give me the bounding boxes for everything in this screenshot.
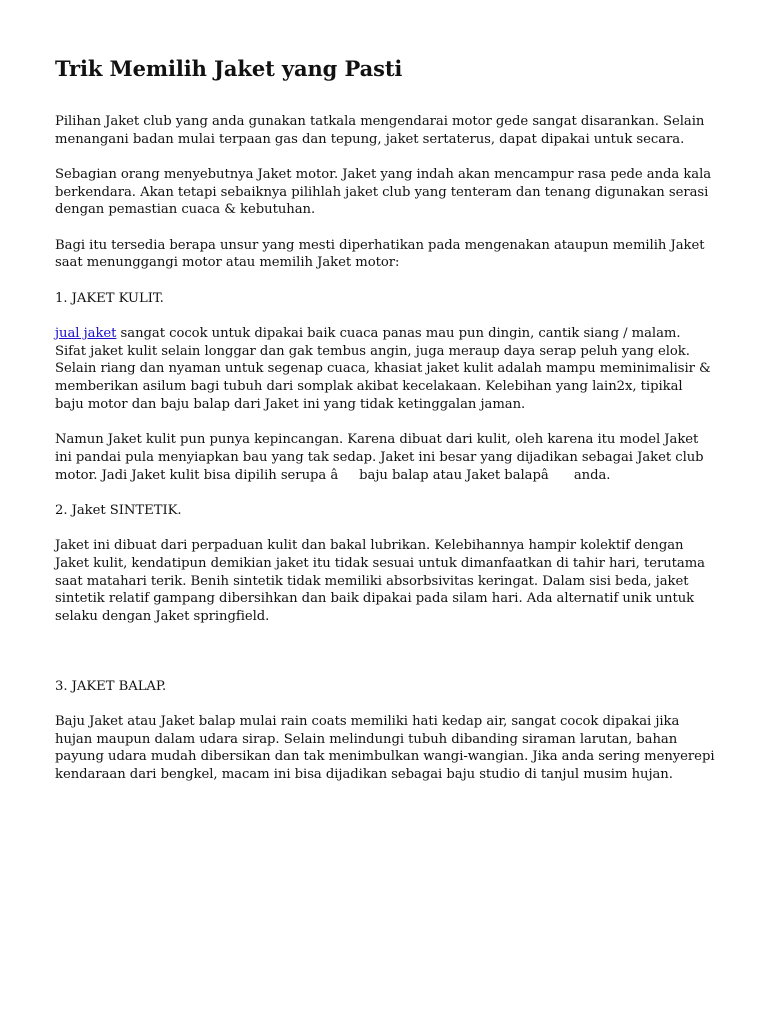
section-3-heading: 3. JAKET BALAP. <box>55 678 167 694</box>
intro-paragraph-3: Bagi itu tersedia berapa unsur yang mesti diperhatikan pada mengenakan ataupun memilih Jaket saat menunggangi motor atau memilih Jaket motor: <box>55 237 705 271</box>
page-title: Trik Memilih Jaket yang Pasti <box>55 56 403 81</box>
intro-paragraph-1: Pilihan Jaket club yang anda gunakan tatkala mengendarai motor gede sangat disarankan. Selain menangani badan mulai terpaan gas dan tepung, jaket sertaterus, dapat dipakai untuk secara. <box>55 114 705 147</box>
section-2-paragraph-1: Jaket ini dibuat dari perpaduan kulit dan bakal lubrikan. Kelebihannya hampir kolektif dengan Jaket kulit, kendatipun demikian jaket itu tidak sesuai untuk dimanfaatkan di tahir hari, terutama saat matahari terik. Benih sintetik tidak memiliki absorbsivitas keringat. Dalam sisi beda, jaket sintetik relatif gampang dibersihkan dan baik dipakai pada silam hari. Ada alternatif unik untuk selaku dengan Jaket springfield. <box>55 538 705 624</box>
section-1-paragraph-1-text: sangat cocok untuk dipakai baik cuaca panas mau pun dingin, cantik siang / malam. Sifat jaket kulit selain longgar dan gak tembus angin, juga meraup daya serap peluh yang elok. Selain riang dan nyaman untuk segenap cuaca, khasiat jaket kulit adalah mampu meminimalisir & memberikan asilum bagi tubuh dari somplak akibat kecelakaan. Kelebihan yang lain2x, tipikal baju motor dan baju balap dari Jaket ini yang tidak ketinggalan jaman. <box>55 326 711 412</box>
section-1-heading: 1. JAKET KULIT. <box>55 290 164 306</box>
section-1-paragraph-1 <box>55 325 715 414</box>
section-1-paragraph-2: Namun Jaket kulit pun punya kepincangan. Karena dibuat dari kulit, oleh karena itu model Jaket ini pandai pula menyiapkan bau yang tak sedap. Jaket ini besar yang dijadikan sebagai Jaket club motor. Jadi Jaket kulit bisa dipilih serupa âbaju balap atau Jaket balapâ anda. <box>55 432 704 483</box>
jual-jaket-link[interactable]: jual jaket <box>55 326 117 341</box>
document-page <box>55 54 715 784</box>
section-3-paragraph-1: Baju Jaket atau Jaket balap mulai rain coats memiliki hati kedap air, sangat cocok dipakai jika hujan maupun dalam udara sirap. Selain melindungi tubuh dibanding siraman larutan, bahan payung udara mudah dibersikan dan tak menimbulkan wangi-wangian. Jika anda sering menyerepi kendaraan dari bengkel, macam ini bisa dijadikan sebagai baju studio di tanjul musim hujan. <box>55 713 715 783</box>
intro-paragraph-2: Sebagian orang menyebutnya Jaket motor. Jaket yang indah akan mencampur rasa pede anda kala berkendara. Akan tetapi sebaiknya pilihlah jaket club yang tenteram dan tenang digunakan serasi dengan pemastian cuaca & kebutuhan. <box>55 167 712 218</box>
section-2-heading: 2. Jaket SINTETIK. <box>55 502 182 518</box>
